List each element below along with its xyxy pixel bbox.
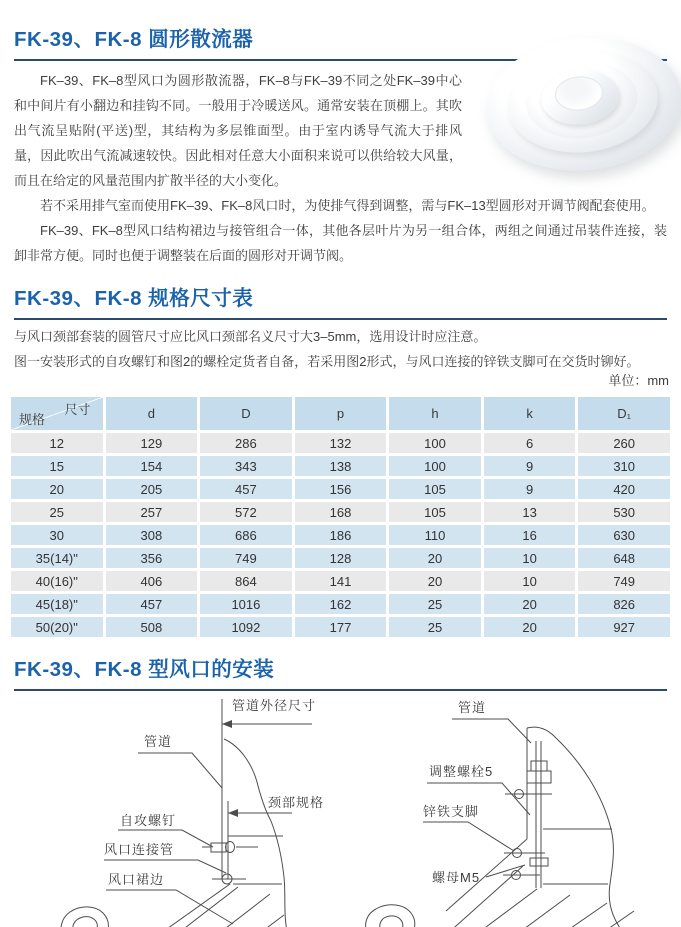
value-cell: 260 — [578, 433, 670, 453]
value-cell: 457 — [200, 479, 292, 499]
spec-cell: 30 — [11, 525, 103, 545]
value-cell: 129 — [106, 433, 198, 453]
fig1-label-skirt: 风口裙边 — [108, 872, 165, 887]
intro-paragraph-3: FK–39、FK–8型风口结构裙边与接管组合一体，其他各层叶片为另一组合体，两组之间通过吊装件连接，装卸非常方便。同时也便于调整装在后面的圆形对开调节阀。 — [14, 223, 667, 263]
value-cell: 105 — [389, 479, 481, 499]
table-row — [11, 433, 670, 453]
spec-cell: 12 — [11, 433, 103, 453]
table-row — [11, 525, 670, 545]
table-row — [11, 548, 670, 568]
unit-label: 单位：mm — [608, 373, 669, 388]
value-cell: 508 — [106, 617, 198, 637]
section-title-spec-table: FK-39、FK-8 规格尺寸表 — [14, 285, 667, 320]
value-cell: 20 — [389, 548, 481, 568]
spec-cell: 15 — [11, 456, 103, 476]
value-cell: 105 — [389, 502, 481, 522]
diagram-line-art — [0, 691, 681, 927]
value-cell: 25 — [389, 617, 481, 637]
value-cell: 927 — [578, 617, 670, 637]
value-cell: 826 — [578, 594, 670, 614]
spec-cell: 25 — [11, 502, 103, 522]
spec-cell: 50(20)" — [11, 617, 103, 637]
value-cell: 406 — [106, 571, 198, 591]
value-cell: 16 — [484, 525, 576, 545]
intro-paragraph-2: 若不采用排气室而使用FK–39、FK–8风口时，为使排气得到调整，需与FK–13型圆形对开调节阀配套使用。 — [40, 198, 655, 213]
column-header-D1: D₁ — [578, 397, 670, 430]
column-header-k: k — [484, 397, 576, 430]
fig1-label-outer-dim: 管道外径尺寸 — [232, 698, 317, 713]
value-cell: 25 — [389, 594, 481, 614]
column-header-d: d — [106, 397, 198, 430]
spec-cell: 45(18)" — [11, 594, 103, 614]
value-cell: 138 — [295, 456, 387, 476]
corner-label-spec: 规格 — [19, 412, 46, 427]
value-cell: 9 — [484, 456, 576, 476]
value-cell: 20 — [484, 617, 576, 637]
value-cell: 141 — [295, 571, 387, 591]
value-cell: 100 — [389, 456, 481, 476]
value-cell: 749 — [578, 571, 670, 591]
value-cell: 186 — [295, 525, 387, 545]
value-cell: 100 — [389, 433, 481, 453]
value-cell: 168 — [295, 502, 387, 522]
fig2-label-bolt: 调整螺栓5 — [429, 764, 494, 779]
value-cell: 572 — [200, 502, 292, 522]
value-cell: 457 — [106, 594, 198, 614]
table-row — [11, 456, 670, 476]
fig1-label-duct: 管道 — [144, 734, 173, 749]
value-cell: 648 — [578, 548, 670, 568]
fig2-label-foot: 锌铁支脚 — [423, 804, 480, 819]
section-title-installation: FK-39、FK-8 型风口的安装 — [14, 656, 667, 691]
intro-paragraph-1-text: FK–39、FK–8型风口为圆形散流器，FK–8与FK–39不同之处FK–39中心和中间片有小翻边和挂钩不同。一般用于冷暖送风。通常安装在顶棚上。其吹出气流呈贴附(平送)型，其结构为多层锥面型。由于室内诱导气流大于排风量，因此吹出气流减速较快。因此相对任意大小面积来说可以供给较大风量，而且在给定的风量范围内扩散半径的大小变化。 — [14, 73, 462, 188]
installation-diagrams — [0, 691, 681, 927]
table-row — [11, 479, 670, 499]
value-cell: 286 — [200, 433, 292, 453]
column-header-h: h — [389, 397, 481, 430]
column-header-p: p — [295, 397, 387, 430]
spec-cell: 35(14)" — [11, 548, 103, 568]
value-cell: 686 — [200, 525, 292, 545]
spec-cell: 40(16)" — [11, 571, 103, 591]
value-cell: 864 — [200, 571, 292, 591]
value-cell: 110 — [389, 525, 481, 545]
corner-label-size: 尺寸 — [64, 402, 91, 417]
value-cell: 530 — [578, 502, 670, 522]
intro-text — [14, 68, 667, 268]
value-cell: 20 — [484, 594, 576, 614]
value-cell: 420 — [578, 479, 670, 499]
value-cell: 343 — [200, 456, 292, 476]
photo-spacer — [462, 68, 667, 148]
value-cell: 9 — [484, 479, 576, 499]
value-cell: 10 — [484, 571, 576, 591]
value-cell: 20 — [389, 571, 481, 591]
value-cell: 749 — [200, 548, 292, 568]
value-cell: 154 — [106, 456, 198, 476]
column-header-D: D — [200, 397, 292, 430]
value-cell: 132 — [295, 433, 387, 453]
corner-header-cell — [11, 397, 103, 430]
section-title-diffuser: FK-39、FK-8 圆形散流器 — [14, 26, 667, 61]
table-row — [11, 594, 670, 614]
spec-cell: 20 — [11, 479, 103, 499]
value-cell: 128 — [295, 548, 387, 568]
value-cell: 156 — [295, 479, 387, 499]
value-cell: 6 — [484, 433, 576, 453]
table-row — [11, 502, 670, 522]
fig2-label-duct: 管道 — [458, 700, 487, 715]
spec-table-body — [11, 433, 670, 637]
value-cell: 162 — [295, 594, 387, 614]
spec-note-1: 与风口颈部套装的圆管尺寸应比风口颈部名义尺寸大3–5mm，选用设计时应注意。 — [14, 329, 487, 344]
value-cell: 310 — [578, 456, 670, 476]
value-cell: 177 — [295, 617, 387, 637]
spec-table — [8, 394, 673, 640]
spec-note-2: 图一安装形式的自攻螺钉和图2的螺栓定货者自备，若采用图2形式，与风口连接的锌铁支脚可在交货时铆好。 — [14, 354, 640, 369]
table-row — [11, 617, 670, 637]
fig1-label-screw: 自攻螺钉 — [120, 813, 177, 828]
value-cell: 1016 — [200, 594, 292, 614]
fig1-label-neck: 颈部规格 — [268, 795, 325, 810]
value-cell: 356 — [106, 548, 198, 568]
value-cell: 10 — [484, 548, 576, 568]
fig2-label-nut: 螺母M5 — [432, 870, 481, 885]
value-cell: 630 — [578, 525, 670, 545]
intro-paragraph-1 — [14, 68, 667, 193]
table-row — [11, 571, 670, 591]
spec-table-header-row — [11, 397, 670, 430]
value-cell: 1092 — [200, 617, 292, 637]
value-cell: 257 — [106, 502, 198, 522]
spec-notes — [14, 324, 667, 374]
fig1-label-connector: 风口连接管 — [104, 842, 175, 857]
value-cell: 308 — [106, 525, 198, 545]
value-cell: 13 — [484, 502, 576, 522]
value-cell: 205 — [106, 479, 198, 499]
